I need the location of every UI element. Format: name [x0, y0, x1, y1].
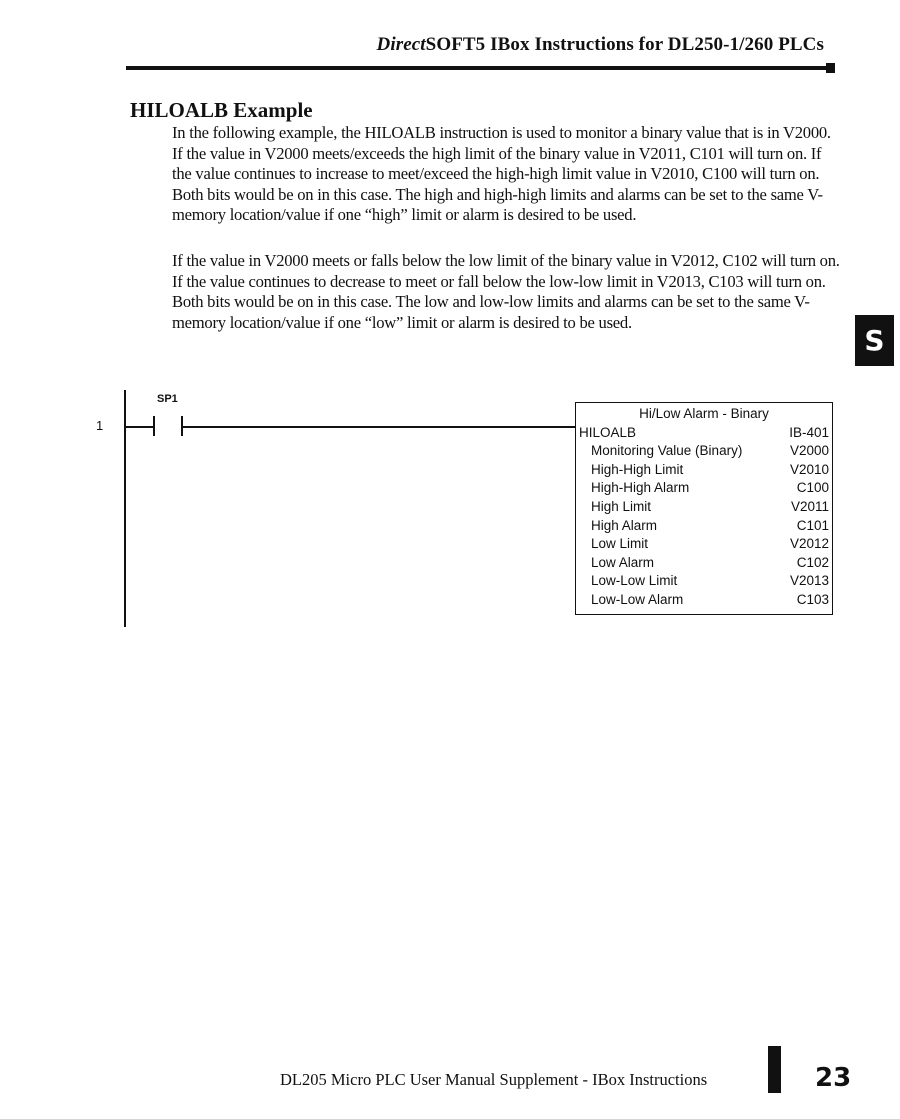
param-label: Low Limit [591, 536, 649, 552]
param-value: C102 [796, 554, 829, 570]
rung-wire-right [182, 426, 576, 428]
ibox-param-row [576, 517, 832, 536]
ibox-param-row [576, 442, 832, 461]
header-brand: Direct [376, 34, 426, 55]
contact-label: SP1 [157, 393, 178, 405]
ibox-header-row [576, 424, 832, 443]
body-paragraph-2: If the value in V2000 meets or falls below the low limit of the binary value in V2012, C102 will turn on. If the value continues to decrease to meet or fall below the low-low limit in V2013, C103 will turn on. Both bits would be on in this case. The low and low-low limits and alarms can be set to the same V-memory location/value if one “low” limit or alarm is desired to be used. [172, 251, 840, 332]
param-value: V2000 [789, 443, 829, 459]
param-label: High-High Alarm [591, 480, 690, 496]
param-label: Monitoring Value (Binary) [591, 443, 743, 459]
param-label: Low-Low Limit [591, 573, 678, 589]
footer-bar [768, 1046, 781, 1093]
param-value: C100 [796, 480, 829, 496]
chapter-tab: S [855, 315, 894, 366]
param-value: C103 [796, 591, 829, 607]
ibox-param-row [576, 479, 832, 498]
param-label: High-High Limit [591, 461, 684, 477]
param-value: V2013 [789, 573, 829, 589]
param-label: High Alarm [591, 517, 658, 533]
ibox-param-row [576, 498, 832, 517]
ibox-param-row [576, 572, 832, 591]
ibox-title: Hi/Low Alarm - Binary [639, 406, 769, 421]
ibox-param-row [576, 535, 832, 554]
rung-wire-left [125, 426, 153, 428]
ibox-id: IB-401 [789, 424, 829, 440]
rung-number: 1 [96, 418, 104, 433]
page-number: 23 [815, 1063, 852, 1093]
footer-text: DL205 Micro PLC User Manual Supplement - IBox Instructions [280, 1070, 708, 1089]
ibox-param-row [576, 554, 832, 573]
header-rule-end [826, 63, 835, 73]
header-rule [126, 66, 828, 70]
param-value: V2010 [789, 461, 829, 477]
contact-symbol-left [153, 416, 155, 436]
param-value: V2012 [789, 536, 829, 552]
param-label: High Limit [591, 498, 652, 514]
ibox-param-row [576, 461, 832, 480]
ibox-instruction [575, 402, 833, 615]
section-heading: HILOALB Example [130, 98, 313, 122]
ibox-name: HILOALB [579, 424, 637, 440]
param-label: Low Alarm [591, 554, 655, 570]
param-value: C101 [796, 517, 829, 533]
header-title-text: SOFT5 IBox Instructions for DL250-1/260 PLCs [425, 34, 824, 55]
body-paragraph-1: In the following example, the HILOALB instruction is used to monitor a binary value that is in V2000. If the value in V2000 meets/exceeds the high limit of the binary value in V2011, C101 will turn on. If the value continues to increase to meet/exceed the high-high limit value in V2010, C100 will turn on. Both bits would be on in this case. The high and high-high limits and alarms can be set to the same V-memory location/value if one “high” limit or alarm is desired to be used. [172, 123, 831, 224]
page-header-title [377, 34, 824, 56]
ibox-param-row [576, 591, 832, 610]
param-value: V2011 [790, 498, 829, 514]
param-label: Low-Low Alarm [591, 591, 684, 607]
